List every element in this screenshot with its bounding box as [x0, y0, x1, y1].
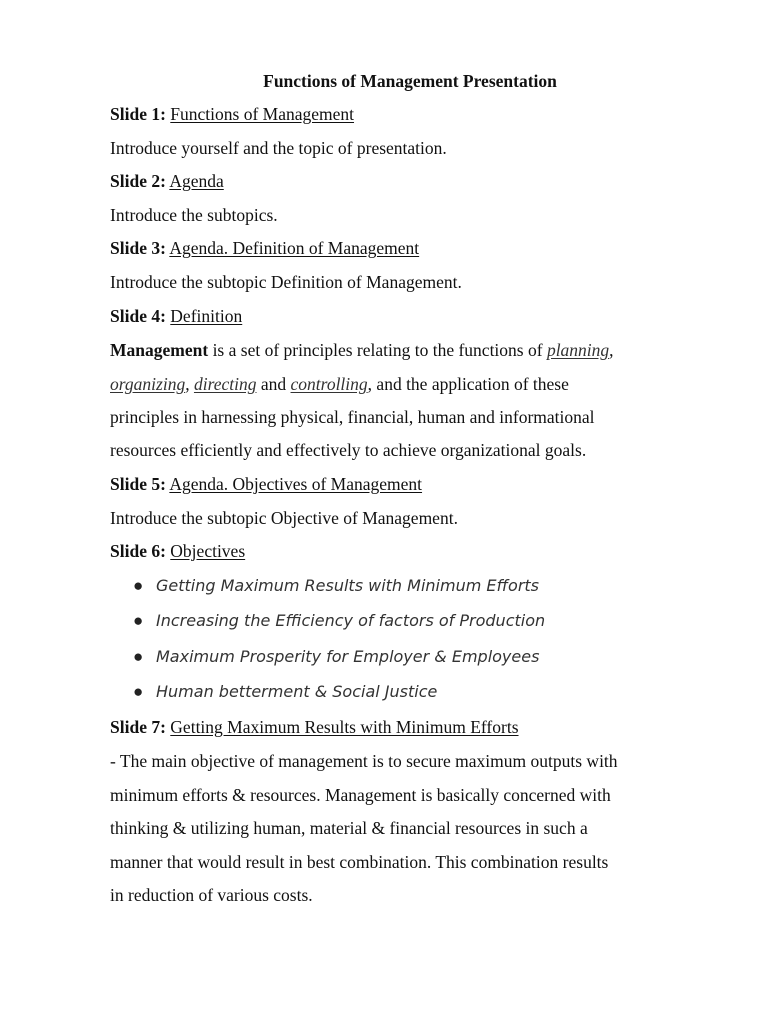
slide-1-text: Introduce yourself and the topic of presentation. [110, 138, 447, 158]
management-term: Management [110, 340, 209, 360]
slide-2-heading-line [110, 170, 224, 192]
definition-comma-2: , [185, 374, 194, 394]
controlling-term: controlling [290, 374, 368, 394]
bullet-icon: ● [133, 682, 144, 701]
organizing-term: organizing [110, 374, 186, 394]
bullet-icon: ● [133, 647, 144, 666]
slide-1-label: Slide 1: [110, 104, 166, 124]
slide-4-heading-line [110, 305, 242, 327]
document-title: Functions of Management Presentation [263, 71, 557, 91]
objective-item: Getting Maximum Results with Minimum Efforts [156, 576, 540, 595]
slide-4-label: Slide 4: [110, 306, 166, 326]
slide-5-heading: Agenda. Objectives of Management [169, 474, 423, 494]
slide-7-heading: Getting Maximum Results with Minimum Efforts [170, 717, 519, 737]
objective-item: Increasing the Efficiency of factors of Production [156, 611, 546, 630]
definition-line-2 [110, 373, 569, 395]
planning-term: planning [546, 340, 610, 360]
paragraph-line: in reduction of various costs. [110, 885, 313, 905]
directing-term: directing [193, 374, 257, 394]
bullet-icon: ● [133, 576, 144, 595]
slide-3-heading-line [110, 237, 419, 259]
slide-1-heading: Functions of Management [170, 104, 355, 124]
slide-3-text: Introduce the subtopic Definition of Management. [110, 272, 462, 292]
paragraph-line: - The main objective of management is to secure maximum outputs with [110, 751, 618, 771]
slide-2-heading: Agenda [169, 171, 224, 191]
slide-7-heading-line [110, 716, 519, 738]
slide-5-label: Slide 5: [110, 474, 166, 494]
slide-6-heading: Objectives [170, 541, 246, 561]
paragraph-line: manner that would result in best combination. This combination results [110, 852, 609, 872]
definition-line-1 [110, 339, 614, 361]
slide-6-heading-line [110, 540, 245, 562]
definition-text-1: is a set of principles relating to the functions of [208, 340, 547, 360]
objective-item: Maximum Prosperity for Employer & Employees [156, 647, 540, 666]
slide-4-heading: Definition [170, 306, 243, 326]
definition-line-3: principles in harnessing physical, financial, human and informational [110, 407, 595, 427]
slide-7-label: Slide 7: [110, 717, 166, 737]
slide-2-text: Introduce the subtopics. [110, 205, 278, 225]
slide-6-label: Slide 6: [110, 541, 166, 561]
slide-5-text: Introduce the subtopic Objective of Management. [110, 508, 458, 528]
definition-line-4: resources efficiently and effectively to achieve organizational goals. [110, 440, 587, 460]
slide-1-heading-line [110, 103, 354, 125]
paragraph-line: thinking & utilizing human, material & financial resources in such a [110, 818, 588, 838]
definition-text-2: , and the application of these [367, 374, 569, 394]
definition-and: and [256, 374, 291, 394]
slide-2-label: Slide 2: [110, 171, 166, 191]
slide-3-heading: Agenda. Definition of Management [169, 238, 420, 258]
bullet-icon: ● [133, 611, 144, 630]
objective-item: Human betterment & Social Justice [156, 682, 438, 701]
paragraph-line: minimum efforts & resources. Management is basically concerned with [110, 785, 611, 805]
slide-5-heading-line [110, 473, 422, 495]
slide-3-label: Slide 3: [110, 238, 166, 258]
definition-comma-1: , [609, 340, 614, 360]
